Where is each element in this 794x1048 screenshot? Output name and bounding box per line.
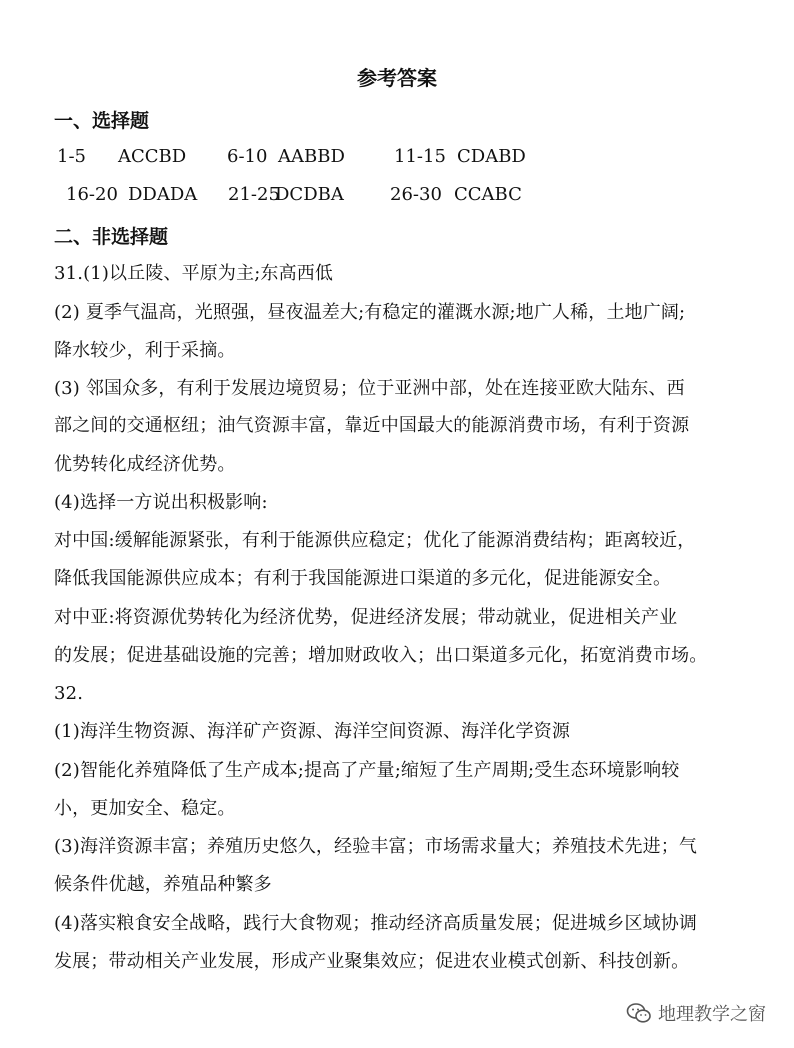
page-title: 参考答案 [357, 66, 437, 90]
answer-line: 对中国:缓解能源紧张，有利于能源供应稳定；优化了能源消费结构；距离较近， [54, 530, 696, 551]
wechat-icon [626, 1002, 652, 1024]
answer-line: 32. [54, 683, 84, 704]
answer-line: 部之间的交通枢纽；油气资源丰富，靠近中国最大的能源消费市场，有利于资源 [54, 415, 690, 436]
answer-line: 候条件优越，养殖品种繁多 [54, 874, 272, 895]
choice-row-1 [0, 146, 794, 170]
answer-line: (1)海洋生物资源、海洋矿产资源、海洋空间资源、海洋化学资源 [54, 721, 570, 742]
answer-line: 降低我国能源供应成本；有利于我国能源进口渠道的多元化，促进能源安全。 [54, 568, 672, 589]
choice-answers: DCDBA [275, 184, 344, 205]
answer-line: (2) 夏季气温高，光照强，昼夜温差大;有稳定的灌溉水源;地广人稀，土地广阔; [54, 302, 686, 323]
answer-line: 的发展；促进基础设施的完善；增加财政收入；出口渠道多元化，拓宽消费市场。 [54, 645, 708, 666]
answer-line: 优势转化成经济优势。 [54, 454, 236, 475]
choice-answers: AABBD [278, 146, 345, 167]
answer-line: 发展；带动相关产业发展，形成产业聚集效应；促进农业模式创新、科技创新。 [54, 951, 690, 972]
section-heading-nonchoice: 二、非选择题 [54, 226, 169, 248]
answer-line: (3) 邻国众多，有利于发展边境贸易；位于亚洲中部，处在连接亚欧大陆东、西 [54, 378, 685, 399]
answer-line: 对中亚:将资源优势转化为经济优势，促进经济发展；带动就业，促进相关产业 [54, 607, 678, 628]
choice-range: 1-5 [57, 146, 86, 167]
choice-answers: CDABD [457, 146, 526, 167]
answer-line: (4)选择一方说出积极影响: [54, 492, 268, 513]
choice-answers: ACCBD [118, 146, 187, 167]
watermark-text: 地理教学之窗 [658, 1004, 766, 1025]
answer-line: 降水较少，利于采摘。 [54, 340, 236, 361]
answer-line: (2)智能化养殖降低了生产成本;提高了产量;缩短了生产周期;受生态环境影响较 [54, 760, 680, 781]
answer-line: (3)海洋资源丰富；养殖历史悠久，经验丰富；市场需求量大；养殖技术先进；气 [54, 836, 698, 857]
choice-range: 16-20 [66, 184, 118, 205]
choice-row-2 [0, 184, 794, 208]
section-heading-choice: 一、选择题 [54, 110, 150, 132]
choice-range: 26-30 [390, 184, 442, 205]
choice-range: 21-25 [228, 184, 280, 205]
answer-line: 31.(1)以丘陵、平原为主;东高西低 [54, 263, 334, 284]
watermark [626, 1000, 766, 1026]
answer-line: (4)落实粮食安全战略，践行大食物观；推动经济高质量发展；促进城乡区域协调 [54, 913, 698, 934]
answer-line: 小，更加安全、稳定。 [54, 798, 236, 819]
choice-range: 6-10 [227, 146, 268, 167]
choice-answers: DDADA [128, 184, 198, 205]
choice-range: 11-15 [394, 146, 446, 167]
choice-answers: CCABC [454, 184, 522, 205]
